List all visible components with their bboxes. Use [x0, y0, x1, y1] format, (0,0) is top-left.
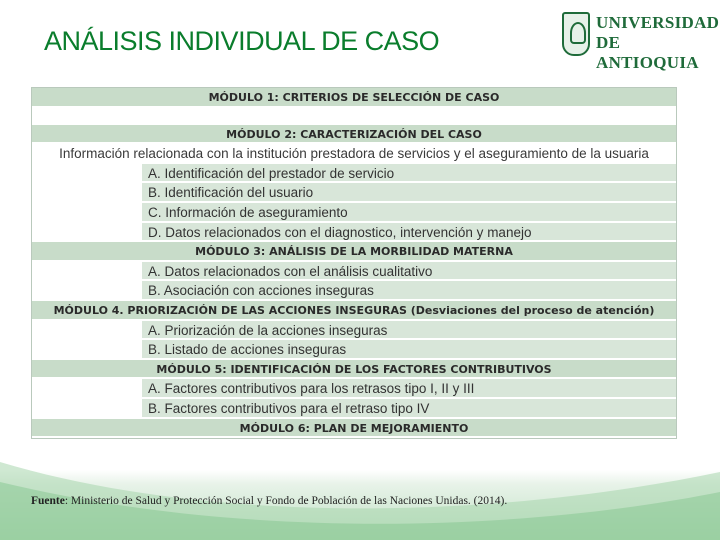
source-text: : Ministerio de Salud y Protección Social y Fondo de Población de las Naciones Unidas. (2014).: [64, 495, 508, 507]
table-row: [32, 399, 676, 419]
table-row: [32, 340, 676, 360]
module-2-item-b: B. Identificación del usuario: [142, 183, 676, 201]
table-row: [32, 281, 676, 301]
table-row: [32, 262, 676, 282]
module-2-info: Información relacionada con la institución prestadora de servicios y el aseguramiento de la usuaria: [32, 144, 676, 162]
table-row: [32, 321, 676, 341]
university-seal-icon: [562, 12, 590, 56]
module-3-item-b: B. Asociación con acciones inseguras: [142, 281, 676, 299]
module-3-item-a: A. Datos relacionados con el análisis cualitativo: [142, 262, 676, 280]
module-2-header: MÓDULO 2: CARACTERIZACIÓN DEL CASO: [32, 125, 676, 143]
table-row: [32, 183, 676, 203]
logo-line-1: UNIVERSIDAD: [596, 13, 720, 32]
module-5-item-a: A. Factores contributivos para los retrasos tipo I, II y III: [142, 379, 676, 397]
module-5-item-b: B. Factores contributivos para el retraso tipo IV: [142, 399, 676, 417]
source-label: Fuente: [31, 495, 65, 507]
module-5-header: MÓDULO 5: IDENTIFICACIÓN DE LOS FACTORES CONTRIBUTIVOS: [32, 360, 676, 378]
module-4-header: MÓDULO 4. PRIORIZACIÓN DE LAS ACCIONES INSEGURAS (Desviaciones del proceso de atención): [32, 301, 676, 319]
table-row: [32, 203, 676, 223]
source-citation: [31, 495, 507, 507]
logo-text: [596, 13, 719, 73]
modules-table: [31, 87, 677, 439]
logo-line-2: DE ANTIOQUIA: [596, 33, 699, 72]
table-row: [32, 164, 676, 184]
module-2-item-c: C. Información de aseguramiento: [142, 203, 676, 221]
module-3-header: MÓDULO 3: ANÁLISIS DE LA MORBILIDAD MATERNA: [32, 242, 676, 260]
module-1-header: MÓDULO 1: CRITERIOS DE SELECCIÓN DE CASO: [32, 88, 676, 106]
module-2-item-a: A. Identificación del prestador de servicio: [142, 164, 676, 182]
slide-title: ANÁLISIS INDIVIDUAL DE CASO: [44, 26, 440, 56]
module-6-header: MÓDULO 6: PLAN DE MEJORAMIENTO: [32, 419, 676, 437]
module-4-item-a: A. Priorización de la acciones inseguras: [142, 321, 676, 339]
university-logo: [560, 10, 720, 72]
module-4-item-b: B. Listado de acciones inseguras: [142, 340, 676, 358]
table-row: [32, 223, 676, 243]
spacer-row: [32, 108, 676, 125]
table-row: [32, 379, 676, 399]
module-2-item-d: D. Datos relacionados con el diagnostico, intervención y manejo: [142, 223, 676, 241]
